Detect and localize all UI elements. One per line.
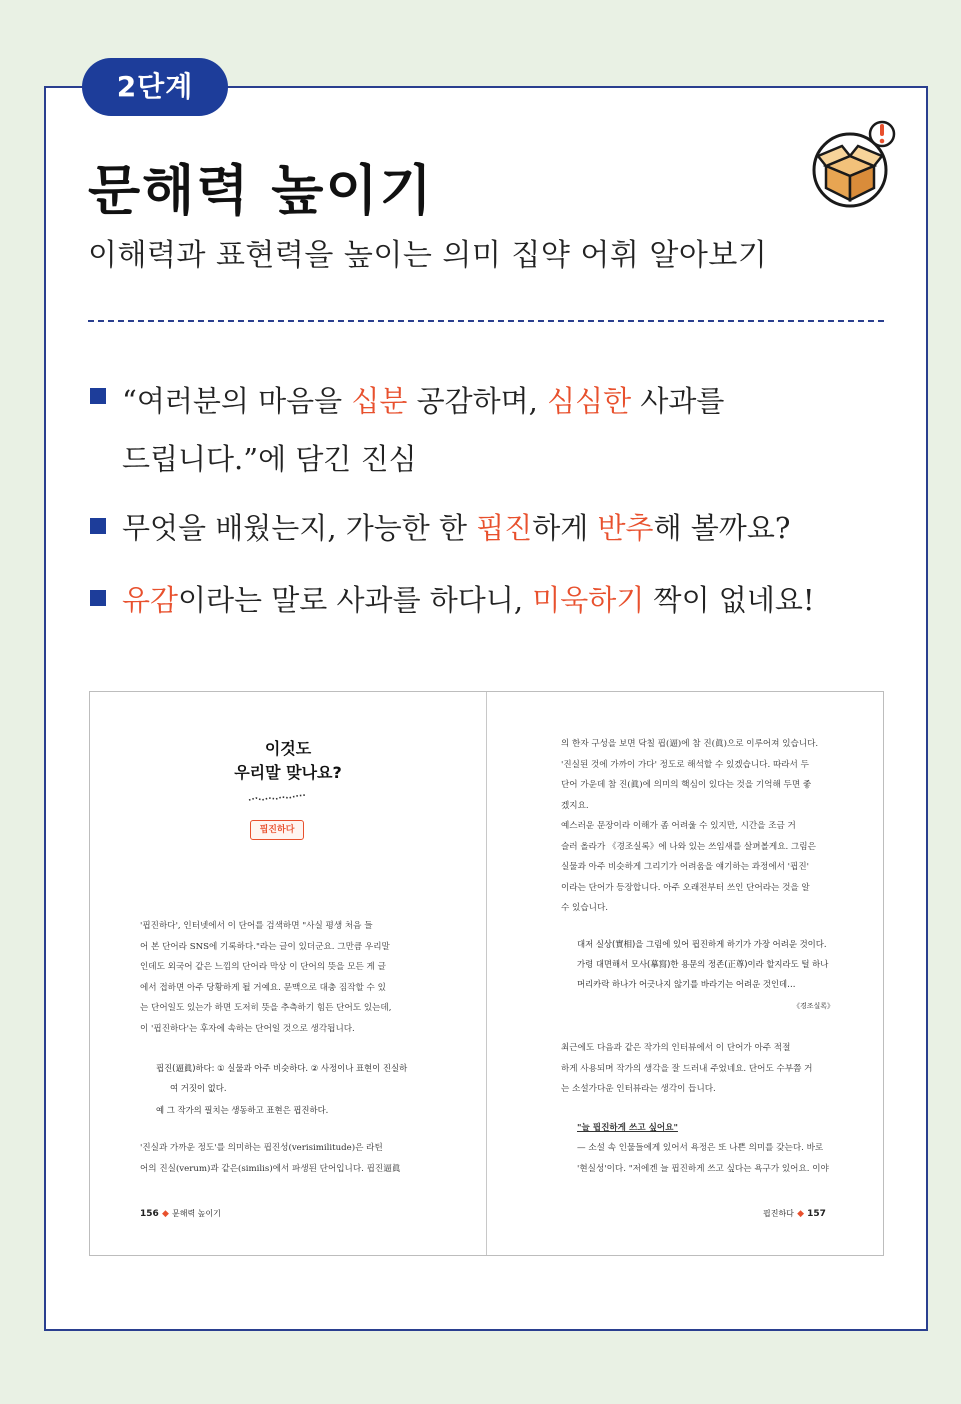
text-line: '진실과 가까운 정도'를 의미하는 핍진성(verisimilitude)은 라틴 [140,1143,383,1153]
running-title: 핍진하다 [763,1209,794,1218]
example-usage-line: 예 그 작가의 필치는 생동하고 표현은 핍진하다. [156,1105,329,1115]
example-line [122,502,898,554]
text-line: '현실성'이다. "저에겐 늘 핍진하게 쓰고 싶다는 욕구가 있어요. 이야 [577,1163,829,1174]
square-bullet-icon [90,388,106,404]
body-paragraph [140,1138,400,1179]
page-footer [763,1208,826,1219]
text-line: 어 본 단어라 SNS에 기록하다."라는 글이 있더군요. 그만큼 우리말 [140,941,390,952]
body-paragraph [561,816,816,919]
text-line: 실물과 아주 비슷하게 그리기가 어려움을 얘기하는 과정에서 '핍진' [561,862,809,872]
text-line: 는 소설가다운 인터뷰라는 생각이 듭니다. [561,1084,716,1094]
running-title: 문해력 높이기 [172,1209,221,1218]
page-title: 문해력 높이기 [88,159,434,222]
dashed-divider [88,320,884,322]
text-line: 인데도 외국어 같은 느낌의 단어라 막상 이 단어의 뜻을 모든 게 글 [140,962,386,972]
page-footer [140,1208,221,1219]
definition-line: 핍진(逼眞)하다: ① 실물과 아주 비슷하다. ② 사정이나 표현이 진실하 [156,1063,408,1073]
body-paragraph [561,734,818,816]
box-exclaim-icon [808,116,904,212]
text-line: 수 있습니다. [561,903,608,913]
body-paragraph [577,1138,829,1179]
book-spread-preview [89,691,884,1256]
quotation-block [577,934,828,994]
section-heading-line1: 이것도 [264,739,312,758]
definition-line: 여 거짓이 없다. [170,1083,227,1093]
sentence-text: 드립니다.”에 담긴 진심 [122,442,417,476]
sentence-text: 무엇을 배웠는지, 가능한 한 [122,511,477,545]
text-line: 는 단어일도 있는가 하면 도저히 뜻을 추측하기 힘든 단어도 있는데, [140,1003,392,1013]
sentence-text: 사과를 [631,384,725,418]
sentence-text: 이라는 말로 사과를 하다니, [178,583,533,617]
diamond-icon: ◆ [161,1209,169,1219]
squiggle-decoration-icon [248,793,306,803]
quotation-source: 《경조실록》 [793,1002,835,1010]
list-item [88,502,898,554]
highlighted-word: 심심한 [547,384,632,418]
highlighted-word: 핍진 [476,511,533,545]
sentence-text: 공감하며, [407,384,548,418]
text-line: 이라는 단어가 등장합니다. 아주 오래전부터 쓰인 단어라는 것을 알 [561,882,810,893]
highlighted-word: 유감 [122,583,179,617]
text-line: 이 '핍진하다'는 후자에 속하는 단어일 것으로 생각됩니다. [140,1023,355,1034]
text-line: 의 한자 구성을 보면 닥칠 핍(逼)에 참 진(眞)으로 이루어져 있습니다. [561,739,819,749]
page-number: 156 [140,1209,159,1219]
list-item [88,574,898,626]
text-line: 단어 가운데 참 진(眞)에 의미의 핵심이 있다는 것을 기억해 두면 좋 [561,780,812,790]
text-line: — 소설 속 인물들에게 있어서 욕정은 또 나쁜 의미를 갖는다. 바로 [577,1143,824,1153]
highlighted-word: 십분 [351,384,408,418]
sentence-text: “여러분의 마음을 [122,384,352,418]
book-page-right [487,692,883,1255]
text-line: 겠지요. [561,800,589,811]
sentence-text: 하게 [532,511,598,545]
section-heading-line2: 우리말 맞나요? [234,763,342,782]
text-line: 최근에도 다음과 같은 작가의 인터뷰에서 이 단어가 아주 적절 [561,1043,791,1053]
page-number: 157 [807,1209,826,1219]
body-paragraph [561,1038,812,1100]
text-line: 가령 대면해서 모사(摹寫)한 용문의 정존(正尊)이라 할지라도 털 하나 [577,959,829,969]
highlighted-word: 반추 [597,511,654,545]
example-sentence-list [88,372,898,626]
stage-badge: 2단계 [82,58,228,116]
headword-tag: 핍진하다 [250,820,304,840]
square-bullet-icon [90,590,106,606]
square-bullet-icon [90,518,106,534]
text-line: 머리카락 하나가 어긋나지 않기를 바라기는 어려운 것인데… [577,979,796,989]
interview-headline: "늘 핍진하게 쓰고 싶어요" [577,1123,678,1133]
body-paragraph [140,916,391,1039]
diamond-icon: ◆ [797,1209,804,1219]
text-line: '핍진하다', 인터넷에서 이 단어를 검색하면 "사실 평생 처음 들 [140,921,373,931]
book-page-left [90,692,486,1255]
sentence-text: 짝이 없네요! [644,583,815,617]
highlighted-word: 미욱하기 [532,583,645,617]
page-subtitle: 이해력과 표현력을 높이는 의미 집약 어휘 알아보기 [88,238,768,273]
text-line: '진실된 것에 가까이 가다' 정도로 해석할 수 있겠습니다. 따라서 두 [561,759,809,770]
example-line [122,372,898,430]
list-item [88,372,898,488]
text-line: 예스러운 문장이라 이해가 좀 어려울 수 있지만, 시간을 조금 거 [561,821,796,831]
example-line [122,574,898,626]
text-line: 에서 접하면 아주 당황하게 될 거예요. 문맥으로 대충 짐작할 수 있 [140,982,386,993]
text-line: 하게 사용되며 작가의 생각을 잘 드러내 주었네요. 단어도 수부쯤 거 [561,1063,813,1074]
text-line: 슬러 올라가 《경조실록》에 나와 있는 쓰임새를 살펴볼게요. 그림은 [561,841,816,852]
text-line: 어의 진실(verum)과 같은(similis)에서 파생된 단어입니다. 핍진逼眞 [140,1163,401,1174]
example-line [122,430,898,488]
sentence-text: 해 볼까요? [653,511,791,545]
text-line: 대저 실상(實相)을 그림에 있어 핍진하게 하기가 가장 어려운 것이다. [577,939,827,949]
